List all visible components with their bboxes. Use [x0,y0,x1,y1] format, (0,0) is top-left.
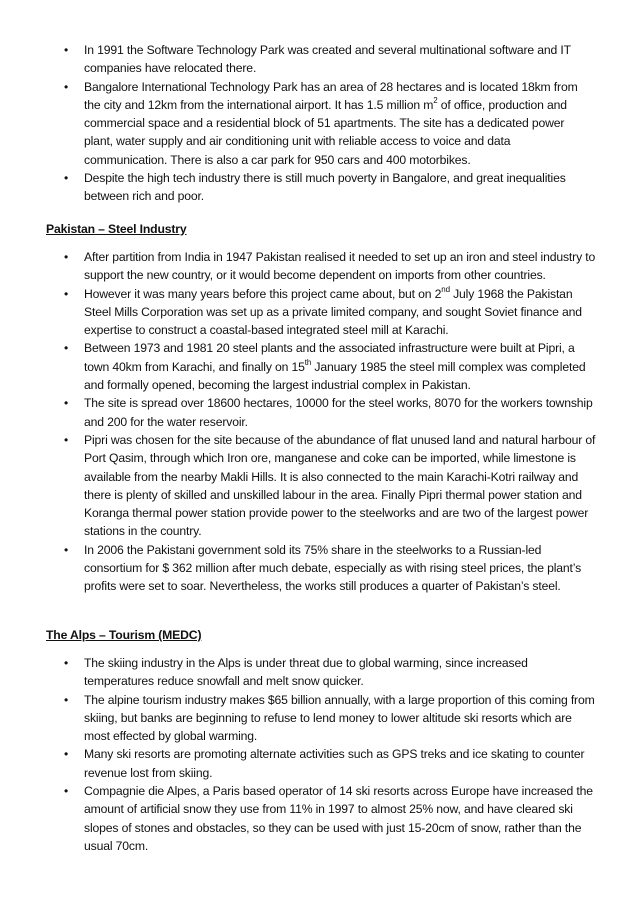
list-item: • After partition from India in 1947 Pakistan realised it needed to set up an iron and steel industry to support the new country, or it would become dependent on imports from other countries. [0,248,638,285]
bangalore-bullet-list [0,41,638,206]
list-item: • Bangalore International Technology Park has an area of 28 hectares and is located 18km from the city and 12km from the international airport. It has 1.5 million $m^2$ of office, production and commercial space and a residential block of 51 apartments. The site has a dedicated power plant, water supply and air conditioning unit with reliable access to voice and data communication. There is also a car park for 950 cars and 400 motorbikes. [0,78,638,169]
list-item: • Pipri was chosen for the site because of the abundance of flat unused land and natural harbour of Port Qasim, through which Iron ore, manganese and coke can be imported, while limestone is available from the nearby Makli Hills. It is also connected to the main Karachi-Kotri railway and there is plenty of skilled and unskilled labour in the area. Finally Pipri thermal power station and Koranga thermal power station provide power to the steelworks and are two of the largest power stations in the country. [0,431,638,541]
pakistan-bullet-list [0,248,638,596]
list-item: • Compagnie die Alpes, a Paris based operator of 14 ski resorts across Europe have increased the amount of artificial snow they use from 11% in 1997 to almost 25% now, and have cleared ski slopes of stones and obstacles, so they can be used with just 15-20cm of snow, rather than the usual 70cm. [0,782,638,855]
list-item: • However it was many years before this project came about, but on 2nd July 1968 the Pakistan Steel Mills Corporation was set up as a private limited company, and sought Soviet finance and expertise to construct a coastal-based integrated steel mill at Karachi. [0,285,638,340]
section-heading-pakistan: Pakistan – Steel Industry [46,222,187,236]
list-item: • In 2006 the Pakistani government sold its 75% share in the steelworks to a Russian-led consortium for $ 362 million after much debate, especially as with rising steel prices, the plant’s profits were set to soar. Nevertheless, the works still produces a quarter of Pakistan’s steel. [0,541,638,596]
list-item: • Between 1973 and 1981 20 steel plants and the associated infrastructure were built at Pipri, a town 40km from Karachi, and finally on 15th January 1985 the steel mill complex was completed and formally opened, becoming the largest industrial complex in Pakistan. [0,339,638,394]
list-item: • Many ski resorts are promoting alternate activities such as GPS treks and ice skating to counter revenue lost from skiing. [0,745,638,782]
alps-bullet-list [0,654,638,855]
section-heading-alps: The Alps – Tourism (MEDC) [46,628,202,642]
list-item: • Despite the high tech industry there is still much poverty in Bangalore, and great inequalities between rich and poor. [0,169,638,206]
list-item: • The alpine tourism industry makes $65 billion annually, with a large proportion of this coming from skiing, but banks are beginning to refuse to lend money to lower altitude ski resorts which are most effected by global warming. [0,691,638,746]
list-item: • In 1991 the Software Technology Park was created and several multinational software and IT companies have relocated there. [0,41,638,78]
list-item: • The site is spread over 18600 hectares, 10000 for the steel works, 8070 for the workers township and 200 for the water reservoir. [0,394,638,431]
list-item: • The skiing industry in the Alps is under threat due to global warming, since increased temperatures reduce snowfall and melt snow quicker. [0,654,638,691]
